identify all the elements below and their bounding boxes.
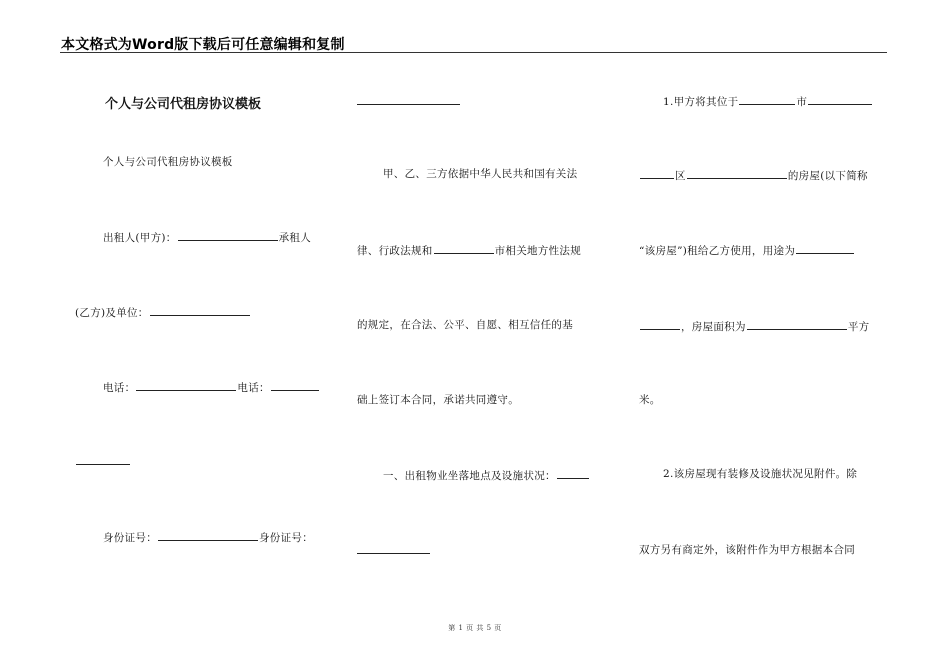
purpose-blank — [796, 242, 854, 254]
col2-section1-heading — [383, 467, 590, 483]
col2-local-law: 市相关地方性法规 — [494, 245, 582, 257]
col2-top-rule — [357, 104, 460, 105]
lessee-label: 承租人 — [278, 232, 311, 244]
lessor-blank — [178, 229, 278, 241]
district-blank — [640, 167, 674, 179]
clause1-city-blank — [739, 93, 795, 105]
col3-clause1-line-3 — [639, 242, 855, 258]
id-label-1: 身份证号： — [103, 532, 157, 544]
id-label-2: 身份证号： — [259, 532, 313, 544]
section1-blank — [557, 467, 589, 479]
purpose-cont-blank — [640, 318, 680, 330]
phone-blank-1 — [136, 379, 236, 391]
phone-blank-2 — [271, 379, 319, 391]
clause1-property: 的房屋(以下简称 — [787, 170, 868, 182]
col2-para-line-3: 的规定，在合法、公平、自愿、相互信任的基 — [357, 319, 573, 331]
clause1-city-blank-2 — [808, 93, 872, 105]
col3-clause1-line-1 — [663, 93, 873, 109]
address-blank — [687, 167, 787, 179]
page-footer: 第 1 页 共 5 页 — [448, 624, 502, 632]
col1-lessor-line — [103, 229, 311, 245]
col3-clause2-line-2: 双方另有商定外，该附件作为甲方根据本合同 — [639, 544, 855, 556]
col3-clause1-line-4 — [639, 318, 869, 334]
col1-id-line — [103, 529, 313, 545]
clause1-purpose: “该房屋”)租给乙方使用，用途为 — [639, 245, 796, 257]
section1-label: 一、出租物业坐落地点及设施状况： — [383, 470, 556, 482]
lessee-unit-label: (乙方)及单位： — [75, 307, 149, 319]
col2-para-line-2 — [357, 242, 581, 258]
area-blank — [747, 318, 847, 330]
col3-clause1-line-2 — [639, 167, 868, 183]
phone-label-2: 电话： — [237, 382, 270, 394]
col1-phone-cont-rule — [76, 464, 130, 465]
col1-subtitle: 个人与公司代租房协议模板 — [103, 156, 233, 168]
clause1-district: 区 — [675, 170, 686, 182]
col2-para-line-1: 甲、乙、三方依据中华人民共和国有关法 — [383, 168, 578, 180]
lessee-unit-blank — [150, 304, 250, 316]
lessor-label: 出租人(甲方)： — [103, 232, 177, 244]
page-header-title: 本文格式为Word版下载后可任意编辑和复制 — [61, 37, 345, 53]
col2-para-line-4: 础上签订本合同，承诺共同遵守。 — [357, 394, 519, 406]
clause1-area: ，房屋面积为 — [681, 321, 746, 333]
document-title: 个人与公司代租房协议模板 — [105, 97, 262, 112]
col2-law-label: 律、行政法规和 — [357, 245, 433, 257]
col3-clause1-line-5: 米。 — [639, 394, 661, 406]
col2-section1-cont-rule — [357, 553, 430, 554]
col1-phone-line — [103, 379, 320, 395]
city-blank — [434, 242, 494, 254]
col3-clause2-line-1: 2.该房屋现有装修及设施状况见附件。除 — [663, 468, 858, 480]
clause1-area-unit: 平方 — [847, 321, 870, 333]
phone-label-1: 电话： — [103, 382, 136, 394]
id-blank-1 — [158, 529, 258, 541]
col1-lessee-line — [75, 304, 251, 320]
header-divider — [60, 52, 887, 53]
clause1-city: 市 — [796, 96, 808, 108]
clause1-label: 1.甲方将其位于 — [663, 96, 739, 108]
